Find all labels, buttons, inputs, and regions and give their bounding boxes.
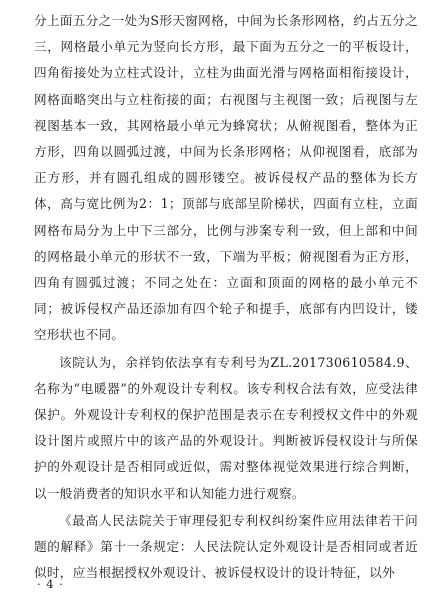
paragraph-court-opinion: 该院认为，余祥钧依法享有专利号为ZL.201730610584.9、名称为“电暖器”的外观设计专利权。该专利权合法有效，应受法律保护。外观设计专利权的保护范围是表示在专利授权文件中的外观设计图片或照片中的该产品的外观设计。判断被诉侵权设计与所保护的外观设计是否相同或近似，需对整体视觉效果进行综合判断，以一般消费者的知识水平和认知能力进行观察。 bbox=[34, 354, 418, 501]
paragraph-judicial-interpretation: 《最高人民法院关于审理侵犯专利权纠纷案件应用法律若干问题的解释》第十一条规定：人民法院认定外观设计是否相同或者近似时，应当根据授权外观设计、被诉侵权设计的设计特征，以外 bbox=[34, 512, 418, 581]
body-text bbox=[34, 8, 418, 586]
page-number: · 4 · bbox=[37, 577, 64, 591]
paragraph-continuation: 分上面五分之一处为S形天窗网格，中间为长条形网格，约占五分之三，网格最小单元为竖向长方形，最下面为五分之一的平板设计，四角衔接处为立柱式设计，立柱为曲面光滑与网格面相衔接设计，网格面略突出与立柱衔接的面；右视图与主视图一致；后视图与左视图基本一致，其网格最小单元为蜂窝状；从俯视图看，整体为正方形，四角以圆弧过渡，中间为长条形网格；从仰视图看，底部为正方形，并有圆孔组成的圆形镂空。被诉侵权产品的整体为长方体，高与宽比例为2：1；顶部与底部呈阶梯状，四面有立柱，立面网格布局分为上中下三部分，比例与涉案专利一致，但上部和中间的网格最小单元的形状不一致，下端为平板；俯视图看为正方形，四角有圆弧过渡；不同之处在：立面和顶面的网格的最小单元不同；被诉侵权产品还添加有四个轮子和提手，底部有内凹设计，镂空形状也不同。 bbox=[34, 13, 418, 343]
